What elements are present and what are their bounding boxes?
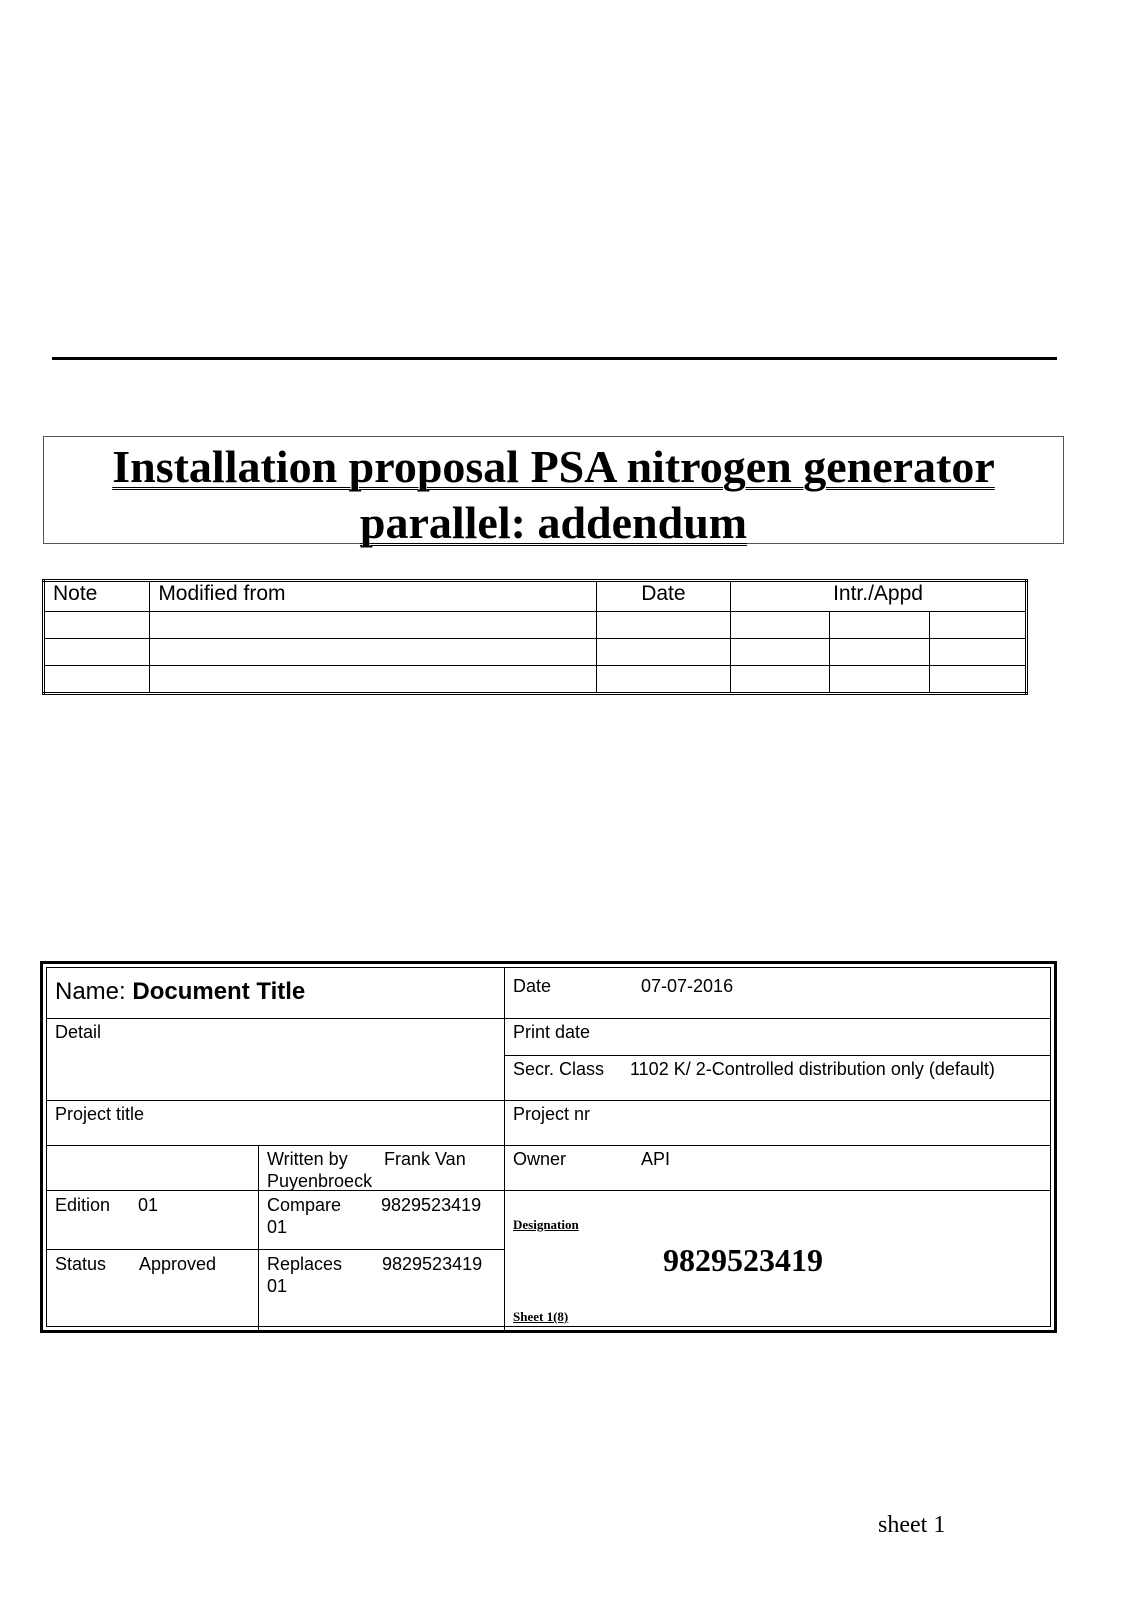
replaces-value: 9829523419 [382, 1254, 483, 1274]
revision-row [44, 639, 1027, 666]
revision-header-modified-from: Modified from [150, 581, 596, 612]
revision-header-note: Note [44, 581, 150, 612]
designation-value: 9829523419 [663, 1242, 823, 1278]
document-title-line-1: Installation proposal PSA nitrogen generator [112, 441, 995, 492]
footer-sheet-number: sheet 1 [878, 1512, 946, 1538]
name-label: Name: [55, 978, 126, 1005]
tb-divider [47, 1100, 1050, 1101]
detail-label: Detail [55, 1022, 102, 1042]
name-field [55, 978, 305, 1006]
tb-divider [504, 1190, 1050, 1191]
compare-label: Compare [267, 1195, 342, 1215]
date-value: 07-07-2016 [641, 976, 734, 996]
status-label: Status [55, 1254, 107, 1274]
designation-label: Designation [513, 1217, 579, 1232]
revision-row [44, 666, 1027, 694]
status-value: Approved [139, 1254, 217, 1274]
revision-header-row [44, 581, 1027, 612]
compare-value: 9829523419 [381, 1195, 482, 1215]
tb-divider [504, 1055, 1050, 1056]
name-value: Document Title [132, 978, 306, 1005]
tb-divider [47, 1249, 504, 1250]
title-block [40, 961, 1057, 1333]
written-by-value-cont: Puyenbroeck [267, 1171, 373, 1191]
tb-divider [47, 1018, 1050, 1019]
sheet-label: Sheet 1(8) [513, 1309, 569, 1324]
project-title-label: Project title [55, 1104, 145, 1124]
owner-label: Owner [513, 1149, 567, 1169]
revision-table [42, 579, 1028, 695]
replaces-value-cont: 01 [267, 1276, 288, 1296]
tb-divider [258, 1145, 259, 1332]
secr-class-value: 1102 K/ 2-Controlled distribution only (default) [630, 1059, 995, 1079]
written-by-value: Frank Van [384, 1149, 466, 1169]
revision-row [44, 612, 1027, 639]
horizontal-rule [52, 357, 1057, 360]
edition-value: 01 [138, 1195, 159, 1215]
owner-value: API [641, 1149, 671, 1169]
document-title-box [43, 436, 1064, 548]
secr-class-label: Secr. Class [513, 1059, 605, 1079]
compare-value-cont: 01 [267, 1217, 288, 1237]
replaces-label: Replaces [267, 1254, 343, 1274]
revision-header-intr-appd: Intr./Appd [731, 581, 1027, 612]
written-by-label: Written by [267, 1149, 348, 1169]
date-label: Date [513, 976, 552, 996]
tb-divider [47, 1145, 1050, 1146]
edition-label: Edition [55, 1195, 111, 1215]
revision-header-date: Date [596, 581, 730, 612]
tb-divider [504, 968, 505, 1332]
print-date-label: Print date [513, 1022, 591, 1042]
project-nr-label: Project nr [513, 1104, 591, 1124]
document-title-line-2: parallel: addendum [359, 497, 748, 548]
